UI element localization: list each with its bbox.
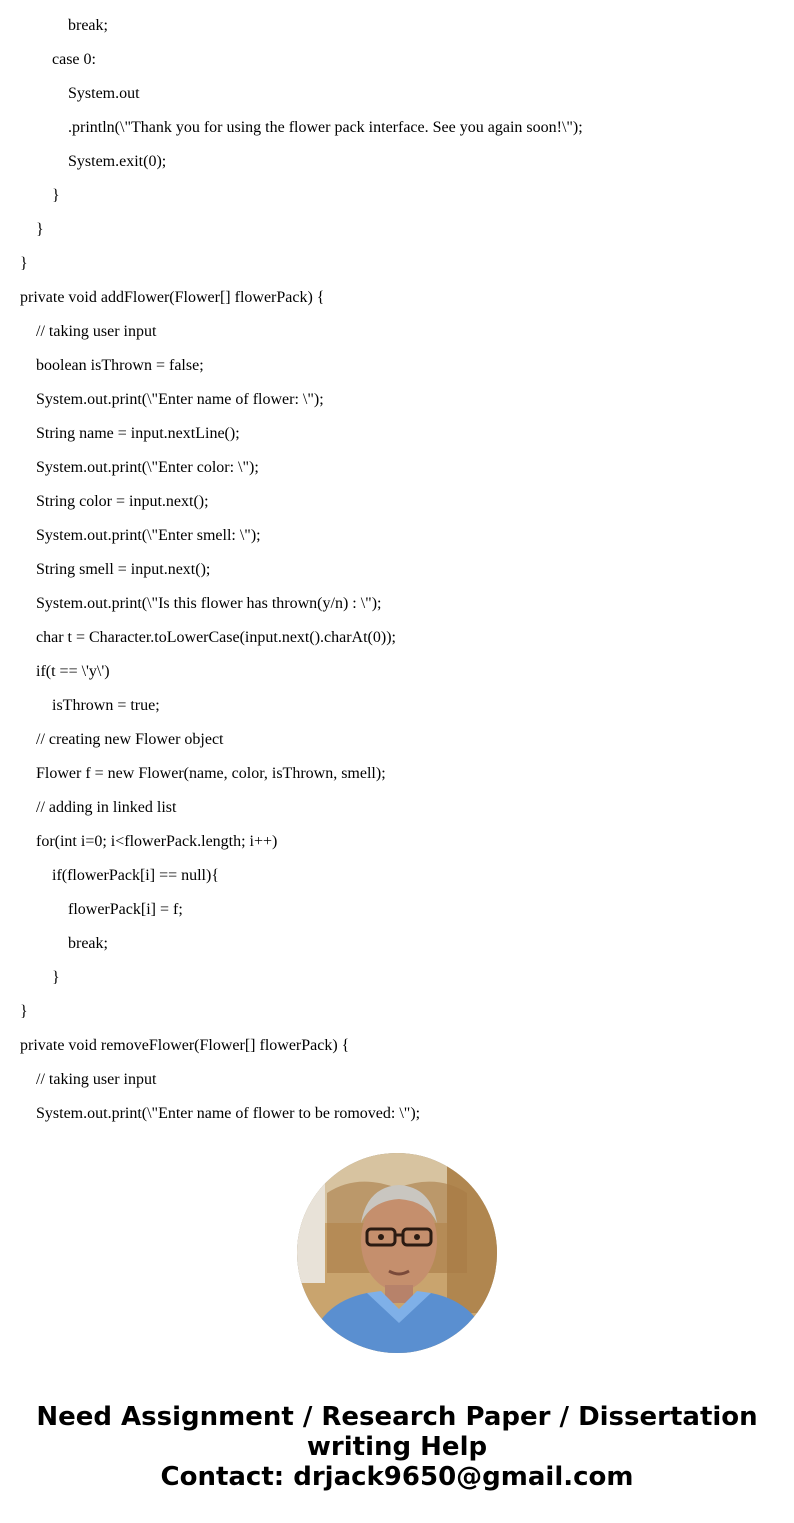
author-avatar (297, 1153, 497, 1353)
code-line: String smell = input.next(); (36, 561, 211, 578)
code-line: System.out.print(\"Enter name of flower: \"); (36, 391, 324, 408)
code-line: break; (68, 935, 108, 952)
code-line: } (36, 221, 44, 238)
code-line: if(flowerPack[i] == null){ (52, 867, 220, 884)
code-line: break; (68, 17, 108, 34)
code-line: System.out.print(\"Enter color: \"); (36, 459, 259, 476)
code-line: boolean isThrown = false; (36, 357, 204, 374)
code-line: flowerPack[i] = f; (68, 901, 183, 918)
code-line: String name = input.nextLine(); (36, 425, 240, 442)
code-line: System.out.print(\"Enter name of flower to be romoved: \"); (36, 1105, 421, 1122)
avatar-photo-icon (297, 1153, 497, 1353)
footer-subheadline: writing Help (306, 1432, 488, 1462)
code-listing (20, 9, 780, 1131)
code-line: if(t == \'y\') (36, 663, 110, 680)
code-line: .println(\"Thank you for using the flower pack interface. See you again soon!\"); (68, 119, 583, 136)
code-line: // adding in linked list (36, 799, 177, 816)
code-line: case 0: (52, 51, 96, 68)
code-line: } (52, 187, 60, 204)
footer-contact-email: Contact: drjack9650@gmail.com (160, 1462, 634, 1492)
code-line: Flower f = new Flower(name, color, isThrown, smell); (36, 765, 386, 782)
contact-footer (0, 1402, 794, 1492)
code-line: private void removeFlower(Flower[] flowerPack) { (20, 1037, 350, 1054)
code-line: for(int i=0; i<flowerPack.length; i++) (36, 833, 278, 850)
code-line: } (20, 255, 28, 272)
code-line: } (52, 969, 60, 986)
code-line: System.out (68, 85, 140, 102)
code-line: } (20, 1003, 28, 1020)
code-line: // taking user input (36, 323, 157, 340)
code-line: isThrown = true; (52, 697, 160, 714)
footer-headline: Need Assignment / Research Paper / Dissertation (36, 1402, 758, 1432)
code-line: // creating new Flower object (36, 731, 224, 748)
code-line: char t = Character.toLowerCase(input.next().charAt(0)); (36, 629, 396, 646)
code-line: System.exit(0); (68, 153, 167, 170)
code-line: private void addFlower(Flower[] flowerPack) { (20, 289, 325, 306)
code-line: // taking user input (36, 1071, 157, 1088)
code-line: String color = input.next(); (36, 493, 209, 510)
code-line: System.out.print(\"Enter smell: \"); (36, 527, 261, 544)
code-line: System.out.print(\"Is this flower has thrown(y/n) : \"); (36, 595, 382, 612)
